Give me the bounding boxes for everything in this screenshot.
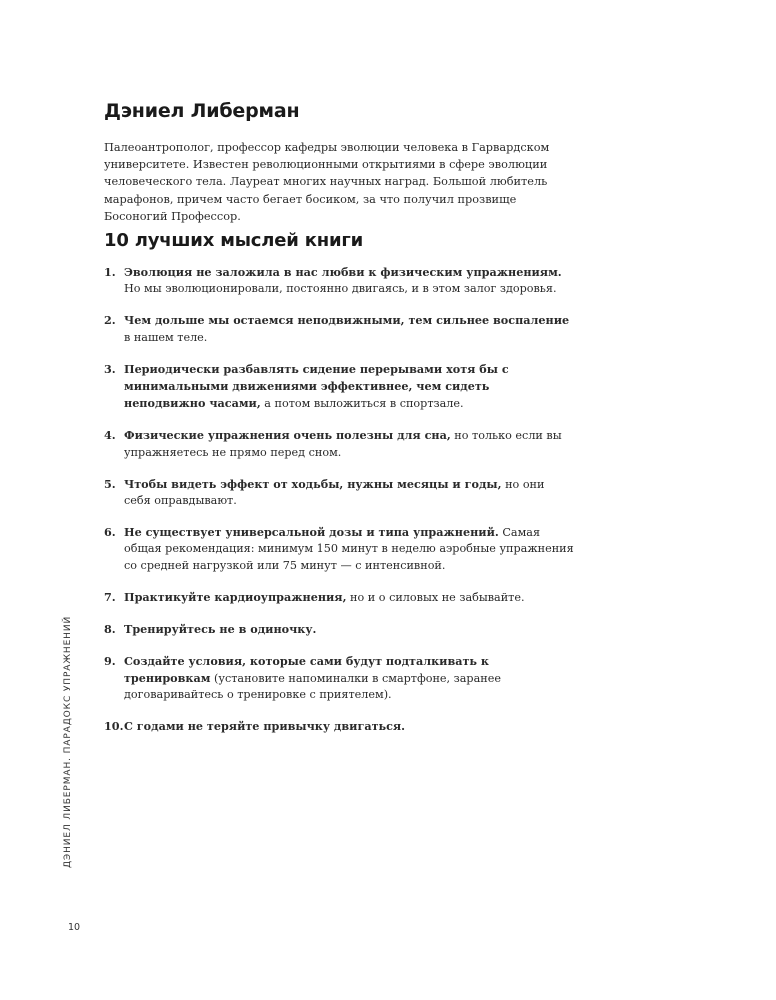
running-title: ДЭНИЕЛ ЛИБЕРМАН. ПАРАДОКС УПРАЖНЕНИЙ (63, 615, 73, 868)
item-lead-text: Создайте условия, которые сами будут подталкивать к тренировкам (124, 653, 490, 685)
item-body-text: но они себя оправдывают. (124, 477, 545, 508)
list-item (104, 621, 574, 638)
item-body-text: а потом выложиться в спортзале. (260, 397, 464, 411)
list-item (104, 361, 574, 413)
top-thoughts-list (104, 264, 574, 750)
item-lead-text: Не существует универсальной дозы и типа упражнений. (124, 524, 499, 539)
item-body-text: но только если вы упражняетесь не прямо перед сном. (124, 429, 562, 459)
list-item (104, 427, 574, 461)
author-bio-paragraph: Палеоантрополог, профессор кафедры эволюции человека в Гарвардском университете. Известен революционными открытиями в сфере эволюции человеческого тела. Лауреат многих научных наград. Большой любитель марафонов, причем часто бегает босиком, за что получил прозвище Босоногий Профессор. (104, 141, 550, 223)
list-item (104, 476, 574, 510)
item-lead-text: Периодически разбавлять сидение перерывами хотя бы с минимальными движениями эффективнее, чем сидеть неподвижно часами, (124, 361, 509, 411)
author-name-heading: Дэниел Либерман (104, 100, 300, 122)
item-number: 3. (104, 361, 116, 376)
item-number: 10. (104, 719, 124, 734)
item-lead-text: Тренируйтесь не в одиночку. (124, 621, 317, 636)
item-body-text: Самая общая рекомендация: минимум 150 минут в неделю аэробные упражнения со средней нагрузкой или 75 минут — с интенсивной. (124, 525, 574, 572)
item-body-text: (установите напоминалки в смартфоне, заранее договаривайтесь о тренировке с приятелем). (124, 671, 501, 702)
item-body-text: Но мы эволюционировали, постоянно двигаясь, и в этом залог здоровья. (124, 282, 557, 296)
item-number: 5. (104, 476, 116, 491)
list-item (104, 524, 574, 574)
item-number: 4. (104, 428, 116, 443)
list-item (104, 312, 574, 346)
item-lead-text: Практикуйте кардиоупражнения, (124, 589, 347, 604)
top-thoughts-heading: 10 лучших мыслей книги (104, 230, 364, 251)
item-lead-text: Эволюция не заложила в нас любви к физическим упражнениям. (124, 265, 562, 279)
item-number: 7. (104, 589, 116, 604)
item-number: 2. (104, 313, 116, 328)
item-lead-text: С годами не теряйте привычку двигаться. (124, 719, 406, 734)
item-lead-text: Физические упражнения очень полезны для сна, (124, 428, 451, 443)
item-number: 1. (104, 265, 116, 279)
item-number: 9. (104, 653, 116, 668)
list-item (104, 589, 574, 606)
item-lead-text: Чем дольше мы остаемся неподвижными, тем сильнее воспаление (124, 313, 570, 328)
list-item (104, 264, 574, 298)
item-body-text: в нашем теле. (124, 330, 208, 344)
item-lead-text: Чтобы видеть эффект от ходьбы, нужны месяцы и годы, (124, 476, 502, 491)
item-number: 6. (104, 524, 116, 539)
item-number: 8. (104, 621, 116, 636)
page-number: 10 (68, 922, 81, 933)
list-item (104, 653, 574, 704)
list-item (104, 718, 574, 735)
item-body-text: но и о силовых не забывайте. (346, 590, 525, 604)
